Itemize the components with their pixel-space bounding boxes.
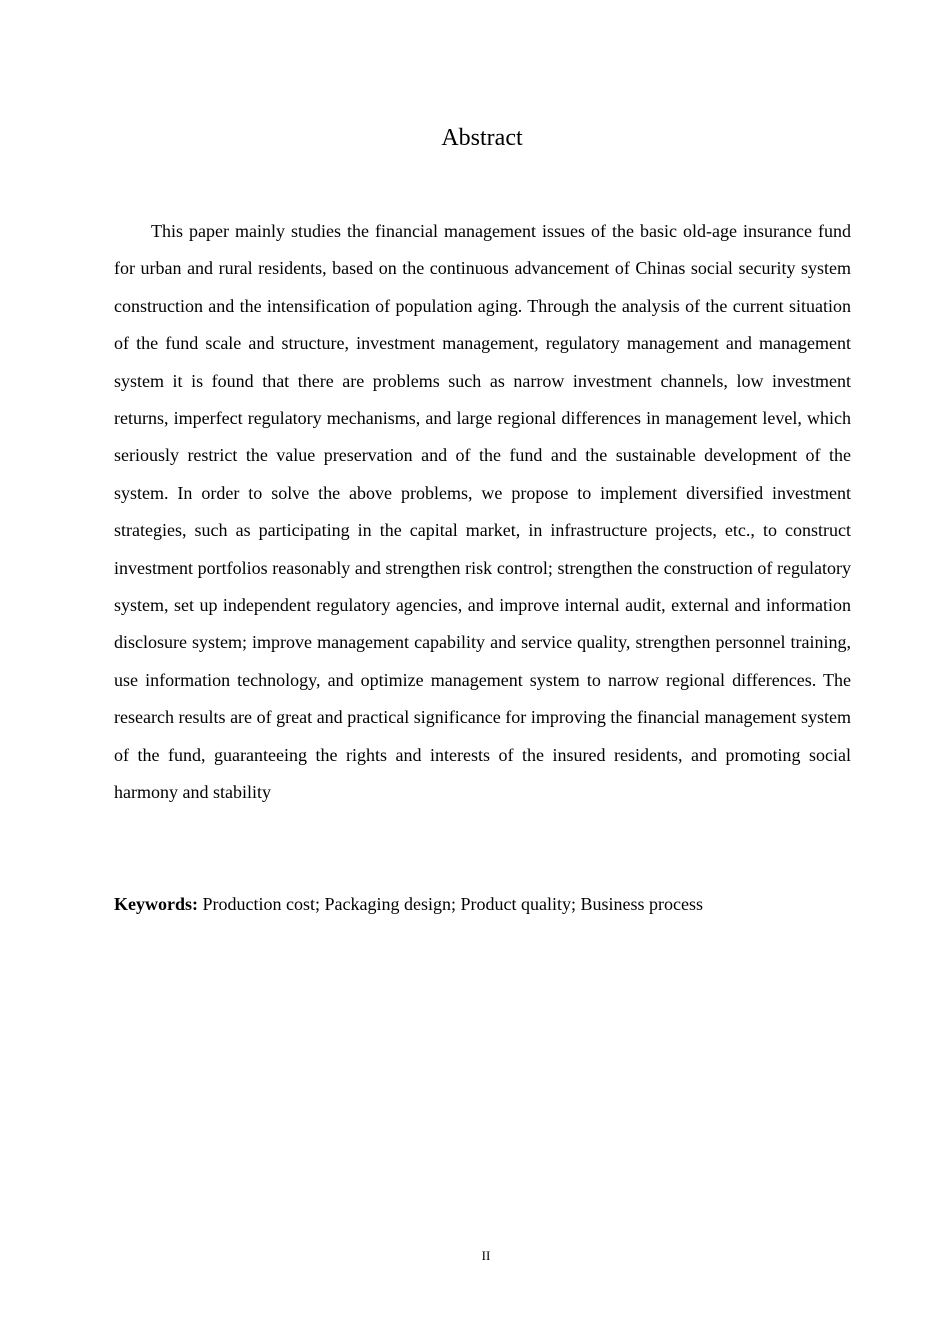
keywords-text: Production cost; Packaging design; Product quality; Business process bbox=[202, 894, 703, 914]
abstract-paragraph: This paper mainly studies the financial management issues of the basic old-age insurance fund for urban and rural residents, based on the continuous advancement of Chinas social security system construction and the intensification of population aging. Through the analysis of the current situation of the fund scale and structure, investment management, regulatory management and management system it is found that there are problems such as narrow investment channels, low investment returns, imperfect regulatory mechanisms, and large regional differences in management level, which seriously restrict the value preservation and of the fund and the sustainable development of the system. In order to solve the above problems, we propose to implement diversified investment strategies, such as participating in the capital market, in infrastructure projects, etc., to construct investment portfolios reasonably and strengthen risk control; strengthen the construction of regulatory system, set up independent regulatory agencies, and improve internal audit, external and information disclosure system; improve management capability and service quality, strengthen personnel training, use information technology, and optimize management system to narrow regional differences. The research results are of great and practical significance for improving the financial management system of the fund, guaranteeing the rights and interests of the insured residents, and promoting social harmony and stability bbox=[114, 221, 851, 803]
abstract-title: Abstract bbox=[441, 125, 523, 151]
keywords-label: Keywords: bbox=[114, 894, 198, 914]
keywords-line bbox=[114, 886, 851, 923]
page-number: II bbox=[481, 1248, 491, 1263]
